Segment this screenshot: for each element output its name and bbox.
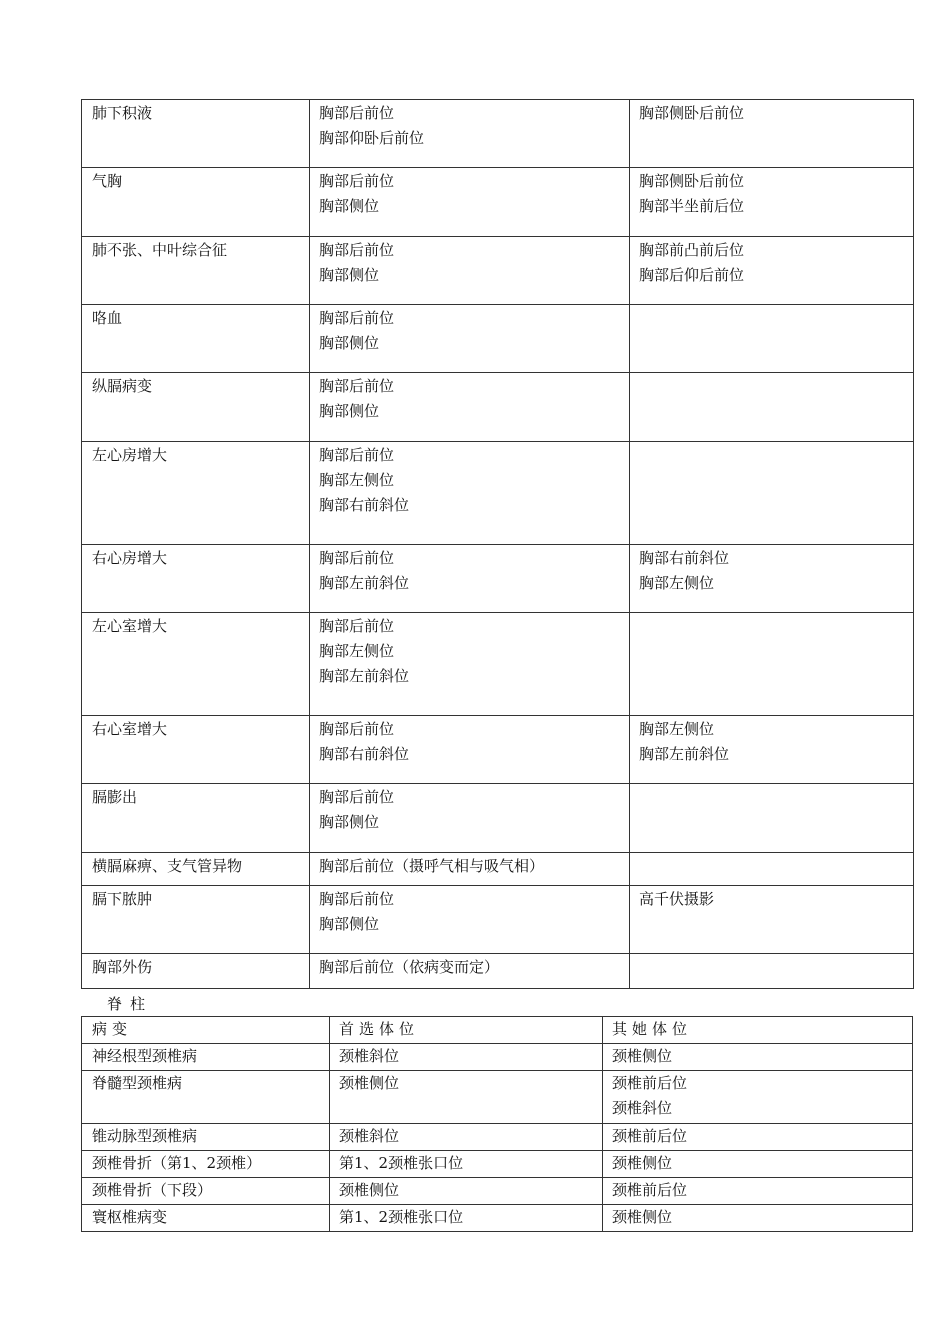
condition-text: 气胸 xyxy=(92,172,123,190)
first-choice-text: 胸部后前位 胸部侧位 xyxy=(319,309,395,352)
first-choice-cell xyxy=(330,1124,603,1151)
table-row xyxy=(82,1071,913,1124)
table-row xyxy=(82,853,914,886)
table-row xyxy=(82,100,914,168)
condition-text: 纵膈病变 xyxy=(92,377,153,395)
other-position-cell xyxy=(603,1178,913,1205)
first-choice-cell xyxy=(310,168,630,237)
condition-text: 肺下积液 xyxy=(92,104,153,122)
condition-text: 右心室增大 xyxy=(92,720,168,738)
section-heading: 脊柱 xyxy=(107,995,154,1013)
header-condition xyxy=(82,1017,330,1044)
condition-cell xyxy=(82,373,310,442)
other-position-text: 胸部右前斜位 胸部左侧位 xyxy=(639,549,730,592)
condition-text: 左心房增大 xyxy=(92,446,168,464)
header-other-text: 其她体位 xyxy=(612,1020,693,1038)
first-choice-cell xyxy=(310,545,630,613)
first-choice-text: 胸部后前位 胸部左侧位 胸部右前斜位 xyxy=(319,446,410,514)
first-choice-cell xyxy=(310,100,630,168)
first-choice-text: 胸部后前位 胸部侧位 xyxy=(319,377,395,420)
condition-cell xyxy=(82,1178,330,1205)
first-choice-text: 胸部后前位 胸部侧位 xyxy=(319,241,395,284)
other-position-cell xyxy=(630,886,914,954)
condition-text: 右心房增大 xyxy=(92,549,168,567)
first-choice-text: 胸部后前位（依病变而定） xyxy=(319,958,500,976)
other-position-text: 胸部左侧位 胸部左前斜位 xyxy=(639,720,730,763)
header-other xyxy=(603,1017,913,1044)
first-choice-text: 颈椎斜位 xyxy=(339,1127,400,1145)
other-position-cell xyxy=(630,954,914,989)
first-choice-text: 胸部后前位 胸部左侧位 胸部左前斜位 xyxy=(319,617,410,685)
condition-text: 肺不张、中叶综合征 xyxy=(92,241,228,259)
first-choice-text: 胸部后前位 胸部左前斜位 xyxy=(319,549,410,592)
first-choice-cell xyxy=(330,1178,603,1205)
table-row xyxy=(82,784,914,853)
table-row xyxy=(82,613,914,716)
condition-text: 左心室增大 xyxy=(92,617,168,635)
table-row xyxy=(82,305,914,373)
first-choice-text: 胸部后前位 胸部右前斜位 xyxy=(319,720,410,763)
first-choice-cell xyxy=(310,886,630,954)
other-position-cell xyxy=(630,853,914,886)
condition-cell xyxy=(82,853,310,886)
other-position-cell xyxy=(630,784,914,853)
other-position-text: 颈椎前后位 颈椎斜位 xyxy=(612,1074,688,1117)
condition-cell xyxy=(82,168,310,237)
condition-cell xyxy=(82,237,310,305)
other-position-cell xyxy=(603,1205,913,1232)
first-choice-cell xyxy=(310,373,630,442)
condition-cell xyxy=(82,1124,330,1151)
other-position-cell xyxy=(603,1071,913,1124)
other-position-cell xyxy=(603,1124,913,1151)
condition-text: 颈椎骨折（下段） xyxy=(92,1181,213,1199)
first-choice-cell xyxy=(310,237,630,305)
other-position-text: 颈椎侧位 xyxy=(612,1047,673,1065)
table-row xyxy=(82,1178,913,1205)
first-choice-cell xyxy=(330,1151,603,1178)
other-position-cell xyxy=(630,100,914,168)
first-choice-cell xyxy=(310,305,630,373)
first-choice-text: 胸部后前位 胸部仰卧后前位 xyxy=(319,104,425,147)
other-position-cell xyxy=(630,716,914,784)
header-first-choice-text: 首选体位 xyxy=(339,1020,420,1038)
condition-text: 膈下脓肿 xyxy=(92,890,153,908)
other-position-text: 胸部侧卧后前位 胸部半坐前后位 xyxy=(639,172,745,215)
condition-cell xyxy=(82,886,310,954)
spine-positioning-table xyxy=(81,1016,913,1232)
first-choice-text: 胸部后前位 胸部侧位 xyxy=(319,172,395,215)
other-position-cell xyxy=(603,1151,913,1178)
condition-cell xyxy=(82,1205,330,1232)
condition-text: 颈椎骨折（第1、2颈椎） xyxy=(92,1154,262,1172)
first-choice-cell xyxy=(310,442,630,545)
other-position-cell xyxy=(630,168,914,237)
other-position-cell xyxy=(630,545,914,613)
other-position-cell xyxy=(630,373,914,442)
other-position-text: 高千伏摄影 xyxy=(639,890,715,908)
first-choice-cell xyxy=(330,1044,603,1071)
other-position-text: 颈椎前后位 xyxy=(612,1181,688,1199)
table-row xyxy=(82,373,914,442)
other-position-cell xyxy=(630,305,914,373)
condition-cell xyxy=(82,1044,330,1071)
condition-cell xyxy=(82,716,310,784)
first-choice-text: 颈椎侧位 xyxy=(339,1074,400,1092)
chest-positioning-table xyxy=(81,99,914,989)
condition-cell xyxy=(82,613,310,716)
table-row xyxy=(82,545,914,613)
other-position-text: 颈椎侧位 xyxy=(612,1154,673,1172)
first-choice-cell xyxy=(310,784,630,853)
condition-cell xyxy=(82,442,310,545)
table-row xyxy=(82,886,914,954)
table-row xyxy=(82,1124,913,1151)
first-choice-text: 第1、2颈椎张口位 xyxy=(339,1154,464,1172)
first-choice-text: 胸部后前位 胸部侧位 xyxy=(319,788,395,831)
first-choice-text: 颈椎侧位 xyxy=(339,1181,400,1199)
condition-text: 脊髓型颈椎病 xyxy=(92,1074,183,1092)
condition-text: 膈膨出 xyxy=(92,788,138,806)
table-row xyxy=(82,716,914,784)
first-choice-cell xyxy=(330,1205,603,1232)
other-position-cell xyxy=(630,237,914,305)
condition-cell xyxy=(82,100,310,168)
table-header-row xyxy=(82,1017,913,1044)
first-choice-text: 颈椎斜位 xyxy=(339,1047,400,1065)
condition-text: 咯血 xyxy=(92,309,123,327)
table-row xyxy=(82,1151,913,1178)
condition-cell xyxy=(82,784,310,853)
table-row xyxy=(82,442,914,545)
table-row xyxy=(82,237,914,305)
condition-cell xyxy=(82,545,310,613)
other-position-text: 胸部前凸前后位 胸部后仰后前位 xyxy=(639,241,745,284)
header-condition-text: 病变 xyxy=(92,1020,133,1038)
first-choice-cell xyxy=(310,853,630,886)
first-choice-text: 第1、2颈椎张口位 xyxy=(339,1208,464,1226)
other-position-text: 颈椎侧位 xyxy=(612,1208,673,1226)
condition-cell xyxy=(82,954,310,989)
condition-text: 锥动脉型颈椎病 xyxy=(92,1127,198,1145)
other-position-text: 胸部侧卧后前位 xyxy=(639,104,745,122)
first-choice-text: 胸部后前位 胸部侧位 xyxy=(319,890,395,933)
header-first-choice xyxy=(330,1017,603,1044)
condition-text: 胸部外伤 xyxy=(92,958,153,976)
first-choice-cell xyxy=(310,716,630,784)
other-position-cell xyxy=(630,442,914,545)
first-choice-cell xyxy=(310,954,630,989)
other-position-text: 颈椎前后位 xyxy=(612,1127,688,1145)
table-row xyxy=(82,168,914,237)
table-row xyxy=(82,954,914,989)
condition-text: 寰枢椎病变 xyxy=(92,1208,168,1226)
table-row xyxy=(82,1044,913,1071)
condition-cell xyxy=(82,1071,330,1124)
condition-cell xyxy=(82,305,310,373)
condition-text: 神经根型颈椎病 xyxy=(92,1047,198,1065)
table-row xyxy=(82,1205,913,1232)
first-choice-cell xyxy=(310,613,630,716)
condition-text: 横膈麻痹、支气管异物 xyxy=(92,857,243,875)
other-position-cell xyxy=(630,613,914,716)
condition-cell xyxy=(82,1151,330,1178)
other-position-cell xyxy=(603,1044,913,1071)
first-choice-text: 胸部后前位（摄呼气相与吸气相） xyxy=(319,857,545,875)
first-choice-cell xyxy=(330,1071,603,1124)
